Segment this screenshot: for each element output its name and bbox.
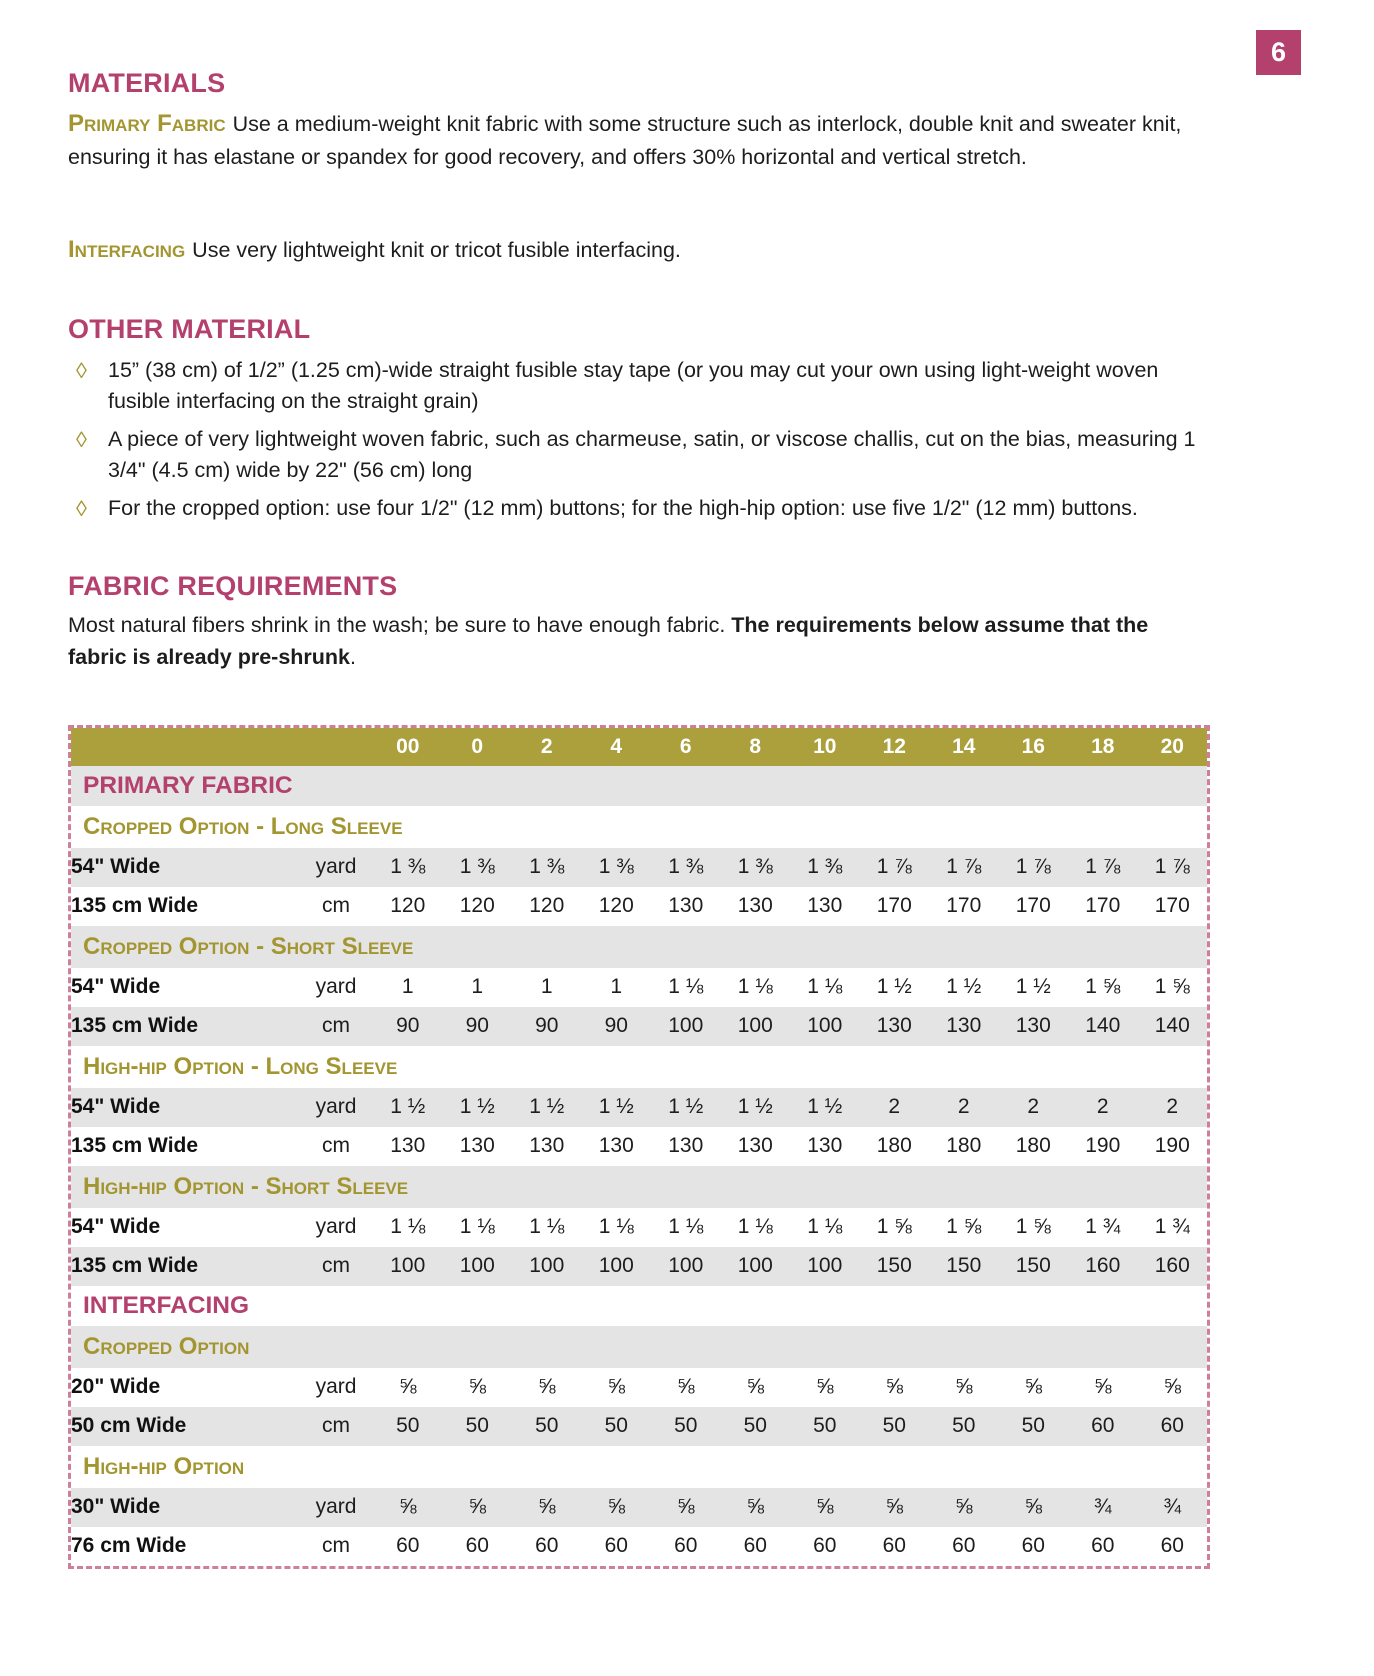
- value-cell: 1: [610, 975, 623, 999]
- header-spacer-label: [71, 728, 299, 766]
- value-cell: ⅝: [607, 1375, 625, 1399]
- value-cell: 1 ⅜: [721, 848, 791, 887]
- size-table-body: [71, 766, 1207, 1566]
- value-cell: 1 ⅝: [876, 1215, 912, 1239]
- value-cell: ⅝: [790, 1488, 860, 1527]
- value-cell: 1 ¾: [1154, 1215, 1190, 1239]
- value-cell: 60: [465, 1534, 489, 1558]
- table-row-subsection: [71, 1166, 1207, 1208]
- value-cell: ⅝: [746, 1375, 764, 1399]
- value-cell: 170: [1085, 894, 1121, 918]
- value-cell: 1 ½: [721, 1088, 791, 1127]
- table-row-section: [71, 1286, 1207, 1326]
- other-material-heading: OTHER MATERIAL: [68, 313, 311, 344]
- diamond-bullet-icon: ◊: [76, 427, 87, 453]
- value-cell: ⅝: [1024, 1375, 1042, 1399]
- table-row-data: [71, 1247, 1207, 1286]
- value-cell: 180: [876, 1134, 912, 1158]
- value-cell: ¾: [1138, 1488, 1208, 1527]
- table-row-subsection: [71, 1326, 1207, 1368]
- value-cell: 100: [512, 1247, 582, 1286]
- value-cell: 1 ⅛: [807, 1215, 843, 1239]
- value-cell: 1: [401, 975, 414, 999]
- value-cell: ⅝: [373, 1488, 443, 1527]
- value-cell: 170: [1154, 894, 1190, 918]
- value-cell: 190: [1154, 1134, 1190, 1158]
- diamond-bullet-icon: ◊: [76, 496, 87, 522]
- size-column-header: 12: [860, 728, 930, 766]
- value-cell: 140: [1138, 1007, 1208, 1046]
- value-cell: 130: [737, 894, 773, 918]
- value-cell: 60: [743, 1534, 767, 1558]
- row-label: 54" Wide: [71, 848, 299, 887]
- value-cell: 50: [512, 1407, 582, 1446]
- table-row-data: [71, 1208, 1207, 1247]
- value-cell: 60: [952, 1534, 976, 1558]
- value-cell: 1 ½: [790, 1088, 860, 1127]
- fabric-requirements-paragraph: [68, 610, 1188, 672]
- value-cell: 1 ½: [582, 1088, 652, 1127]
- value-cell: ⅝: [582, 1488, 652, 1527]
- size-column-header: 4: [582, 728, 652, 766]
- value-cell: ⅝: [885, 1375, 903, 1399]
- value-cell: ¾: [1068, 1488, 1138, 1527]
- value-cell: ⅝: [721, 1488, 791, 1527]
- size-column-header: 8: [721, 728, 791, 766]
- value-cell: 130: [929, 1007, 999, 1046]
- value-cell: 1 ⅞: [1138, 848, 1208, 887]
- value-cell: 2: [860, 1088, 930, 1127]
- row-unit: cm: [299, 1407, 373, 1446]
- value-cell: 1 ½: [443, 1088, 513, 1127]
- value-cell: ⅝: [1093, 1375, 1112, 1399]
- size-column-header: 20: [1138, 728, 1208, 766]
- table-row-subsection: [71, 926, 1207, 968]
- bullet-text: 15” (38 cm) of 1/2” (1.25 cm)-wide straight fusible stay tape (or you may cut your own using light-weight woven fusible interfacing on the straight grain): [108, 357, 1159, 413]
- interfacing-label: Interfacing: [68, 235, 186, 263]
- row-unit: yard: [315, 975, 357, 999]
- value-cell: 60: [1091, 1534, 1115, 1558]
- value-cell: 1 ⅛: [668, 1215, 704, 1239]
- value-cell: 60: [1068, 1407, 1138, 1446]
- table-row-subsection: [71, 806, 1207, 848]
- value-cell: 50: [582, 1407, 652, 1446]
- value-cell: 1 ⅜: [373, 848, 443, 887]
- value-cell: 1 ½: [876, 975, 912, 999]
- diamond-bullet-icon: ◊: [76, 357, 87, 383]
- value-cell: 60: [1138, 1407, 1208, 1446]
- table-row-subsection: [71, 1046, 1207, 1088]
- primary-fabric-text: Use a medium-weight knit fabric with some structure such as interlock, double knit and sweater knit, ensuring it has elastane or spandex for good recovery, and offers 30% horizontal and vertical stretch.: [68, 112, 1182, 169]
- fabric-requirements-table-wrap: [68, 725, 1210, 1569]
- value-cell: 90: [373, 1007, 443, 1046]
- intro-period: .: [350, 644, 356, 669]
- list-item: [68, 424, 1198, 486]
- value-cell: 2: [1138, 1088, 1208, 1127]
- size-column-header: 18: [1068, 728, 1138, 766]
- value-cell: 60: [604, 1534, 628, 1558]
- value-cell: 60: [882, 1534, 906, 1558]
- size-column-header: 6: [651, 728, 721, 766]
- row-unit: yard: [299, 1488, 373, 1527]
- primary-fabric-label: Primary Fabric: [68, 110, 226, 137]
- value-cell: 130: [668, 894, 704, 918]
- row-label: 54" Wide: [71, 1215, 161, 1239]
- value-cell: 2: [1068, 1088, 1138, 1127]
- row-label: 54" Wide: [71, 975, 161, 999]
- value-cell: 1 ⅛: [737, 1215, 773, 1239]
- fabric-requirements-heading: FABRIC REQUIREMENTS: [68, 571, 398, 602]
- size-column-header: 00: [373, 728, 443, 766]
- value-cell: 1 ⅜: [582, 848, 652, 887]
- value-cell: 60: [1160, 1534, 1184, 1558]
- section-label: INTERFACING: [83, 1291, 250, 1319]
- value-cell: 1 ½: [1015, 975, 1051, 999]
- value-cell: 50: [860, 1407, 930, 1446]
- value-cell: 180: [1015, 1134, 1051, 1158]
- value-cell: 90: [443, 1007, 513, 1046]
- value-cell: 50: [651, 1407, 721, 1446]
- subsection-label: Cropped Option - Short Sleeve: [71, 926, 1207, 968]
- value-cell: 1 ⅛: [668, 975, 704, 999]
- value-cell: 50: [721, 1407, 791, 1446]
- value-cell: 1 ⅝: [1085, 975, 1121, 999]
- subsection-label: High-hip Option - Short Sleeve: [71, 1166, 1207, 1208]
- value-cell: 1 ⅛: [390, 1215, 426, 1239]
- value-cell: ⅝: [815, 1375, 834, 1399]
- primary-fabric-paragraph: [68, 107, 1188, 173]
- table-row-subsection: [71, 1446, 1207, 1488]
- interfacing-text: Use very lightweight knit or tricot fusible interfacing.: [192, 237, 681, 262]
- value-cell: 60: [813, 1534, 837, 1558]
- row-label: 50 cm Wide: [71, 1407, 299, 1446]
- value-cell: 50: [790, 1407, 860, 1446]
- value-cell: 190: [1085, 1134, 1121, 1158]
- value-cell: 150: [999, 1247, 1069, 1286]
- value-cell: ⅝: [999, 1488, 1069, 1527]
- size-column-header: 2: [512, 728, 582, 766]
- value-cell: 1 ⅝: [1015, 1215, 1051, 1239]
- value-cell: 130: [390, 1134, 426, 1158]
- row-label: 30" Wide: [71, 1488, 299, 1527]
- size-header-row: [71, 728, 1207, 766]
- page-number: 6: [1270, 37, 1287, 67]
- value-cell: 60: [674, 1534, 698, 1558]
- subsection-label: High-hip Option: [83, 1452, 245, 1480]
- value-cell: 130: [598, 1134, 634, 1158]
- value-cell: 90: [582, 1007, 652, 1046]
- table-row-data: [71, 1127, 1207, 1166]
- subsection-label: Cropped Option: [71, 1326, 1207, 1368]
- row-label: 76 cm Wide: [71, 1534, 187, 1558]
- value-cell: ⅝: [954, 1375, 973, 1399]
- row-unit: cm: [299, 1007, 373, 1046]
- value-cell: 170: [876, 894, 912, 918]
- value-cell: 1 ⅞: [929, 848, 999, 887]
- value-cell: 130: [668, 1134, 704, 1158]
- value-cell: 100: [651, 1247, 721, 1286]
- row-unit: yard: [299, 848, 373, 887]
- size-column-header: 16: [999, 728, 1069, 766]
- row-unit: yard: [299, 1088, 373, 1127]
- value-cell: 1 ⅛: [807, 975, 843, 999]
- value-cell: ⅝: [443, 1488, 513, 1527]
- value-cell: 160: [1138, 1247, 1208, 1286]
- value-cell: 100: [443, 1247, 513, 1286]
- list-item: [68, 355, 1198, 417]
- table-row-data: [71, 1407, 1207, 1446]
- row-unit: cm: [322, 894, 350, 918]
- value-cell: 60: [535, 1534, 559, 1558]
- value-cell: ⅝: [929, 1488, 999, 1527]
- bullet-text: For the cropped option: use four 1/2" (12 mm) buttons; for the high-hip option: use five 1/2" (12 mm) buttons.: [108, 496, 1138, 521]
- value-cell: 120: [390, 894, 426, 918]
- row-label: 135 cm Wide: [71, 1134, 199, 1158]
- size-column-header: 14: [929, 728, 999, 766]
- value-cell: 1 ⅜: [512, 848, 582, 887]
- value-cell: 130: [737, 1134, 773, 1158]
- fabric-requirements-table: [71, 728, 1207, 1566]
- row-unit: yard: [315, 1375, 357, 1399]
- table-row-data: [71, 1368, 1207, 1407]
- value-cell: 120: [598, 894, 634, 918]
- row-label: 135 cm Wide: [71, 1247, 299, 1286]
- value-cell: 120: [459, 894, 495, 918]
- value-cell: 2: [999, 1088, 1069, 1127]
- value-cell: 100: [651, 1007, 721, 1046]
- value-cell: 60: [1021, 1534, 1045, 1558]
- table-row-data: [71, 1088, 1207, 1127]
- size-column-header: 10: [790, 728, 860, 766]
- list-item: [68, 493, 1198, 525]
- table-row-data: [71, 1527, 1207, 1566]
- value-cell: 1 ⅞: [860, 848, 930, 887]
- bullet-text: A piece of very lightweight woven fabric, such as charmeuse, satin, or viscose challis, cut on the bias, measuring 1 3/4" (4.5 cm) wide by 22" (56 cm) long: [108, 427, 1196, 483]
- value-cell: 170: [946, 894, 982, 918]
- value-cell: 1: [540, 975, 553, 999]
- subsection-label: Cropped Option - Long Sleeve: [83, 812, 403, 840]
- table-row-section: [71, 766, 1207, 806]
- value-cell: 100: [373, 1247, 443, 1286]
- value-cell: 130: [807, 1134, 843, 1158]
- value-cell: 1 ⅛: [529, 1215, 565, 1239]
- value-cell: 1 ½: [651, 1088, 721, 1127]
- value-cell: 100: [790, 1007, 860, 1046]
- value-cell: 170: [1015, 894, 1051, 918]
- value-cell: 150: [929, 1247, 999, 1286]
- other-material-list: [68, 355, 1198, 526]
- row-label: 54" Wide: [71, 1088, 299, 1127]
- intro-bold: The requirements below assume that the fabric is already pre-shrunk: [68, 613, 1149, 669]
- table-row-data: [71, 1488, 1207, 1527]
- section-label: PRIMARY FABRIC: [71, 766, 1207, 806]
- value-cell: 50: [443, 1407, 513, 1446]
- value-cell: 50: [999, 1407, 1069, 1446]
- header-spacer-unit: [299, 728, 373, 766]
- value-cell: 2: [929, 1088, 999, 1127]
- intro-normal: Most natural fibers shrink in the wash; be sure to have enough fabric.: [68, 613, 732, 638]
- value-cell: 100: [721, 1247, 791, 1286]
- value-cell: 50: [373, 1407, 443, 1446]
- table-row-data: [71, 887, 1207, 926]
- row-label: 135 cm Wide: [71, 894, 199, 918]
- value-cell: 140: [1068, 1007, 1138, 1046]
- value-cell: 100: [790, 1247, 860, 1286]
- value-cell: 1 ½: [946, 975, 982, 999]
- value-cell: 1 ⅞: [999, 848, 1069, 887]
- value-cell: 1: [471, 975, 484, 999]
- value-cell: 90: [512, 1007, 582, 1046]
- value-cell: 130: [459, 1134, 495, 1158]
- page-number-badge: [1256, 30, 1301, 75]
- value-cell: 1 ⅛: [737, 975, 773, 999]
- row-unit: yard: [315, 1215, 357, 1239]
- value-cell: 100: [582, 1247, 652, 1286]
- table-row-data: [71, 968, 1207, 1007]
- row-unit: cm: [322, 1134, 350, 1158]
- value-cell: ⅝: [860, 1488, 930, 1527]
- value-cell: 130: [807, 894, 843, 918]
- subsection-label: High-hip Option - Long Sleeve: [83, 1052, 398, 1080]
- value-cell: ⅝: [512, 1488, 582, 1527]
- value-cell: 1 ⅝: [1154, 975, 1190, 999]
- value-cell: ⅝: [468, 1375, 486, 1399]
- value-cell: 1 ⅛: [598, 1215, 634, 1239]
- value-cell: 1 ⅞: [1068, 848, 1138, 887]
- value-cell: 50: [929, 1407, 999, 1446]
- materials-heading: MATERIALS: [68, 68, 226, 98]
- value-cell: ⅝: [398, 1375, 417, 1399]
- size-column-header: 0: [443, 728, 513, 766]
- value-cell: 130: [999, 1007, 1069, 1046]
- value-cell: 160: [1068, 1247, 1138, 1286]
- row-label: 135 cm Wide: [71, 1007, 299, 1046]
- value-cell: 130: [860, 1007, 930, 1046]
- value-cell: ⅝: [676, 1375, 695, 1399]
- value-cell: 1 ⅜: [443, 848, 513, 887]
- value-cell: 130: [529, 1134, 565, 1158]
- value-cell: 150: [860, 1247, 930, 1286]
- row-unit: cm: [322, 1534, 350, 1558]
- interfacing-paragraph: [68, 233, 1188, 268]
- value-cell: ⅝: [651, 1488, 721, 1527]
- value-cell: 1 ½: [373, 1088, 443, 1127]
- value-cell: 1 ⅜: [651, 848, 721, 887]
- value-cell: 1 ⅝: [946, 1215, 982, 1239]
- table-row-data: [71, 848, 1207, 887]
- value-cell: ⅝: [537, 1375, 556, 1399]
- value-cell: 1 ⅜: [790, 848, 860, 887]
- value-cell: 100: [721, 1007, 791, 1046]
- table-row-data: [71, 1007, 1207, 1046]
- value-cell: 60: [396, 1534, 420, 1558]
- value-cell: 1 ⅛: [459, 1215, 495, 1239]
- value-cell: 1 ¾: [1085, 1215, 1121, 1239]
- value-cell: 180: [946, 1134, 982, 1158]
- value-cell: 1 ½: [512, 1088, 582, 1127]
- value-cell: ⅝: [1163, 1375, 1181, 1399]
- row-label: 20" Wide: [71, 1375, 161, 1399]
- row-unit: cm: [299, 1247, 373, 1286]
- value-cell: 120: [529, 894, 565, 918]
